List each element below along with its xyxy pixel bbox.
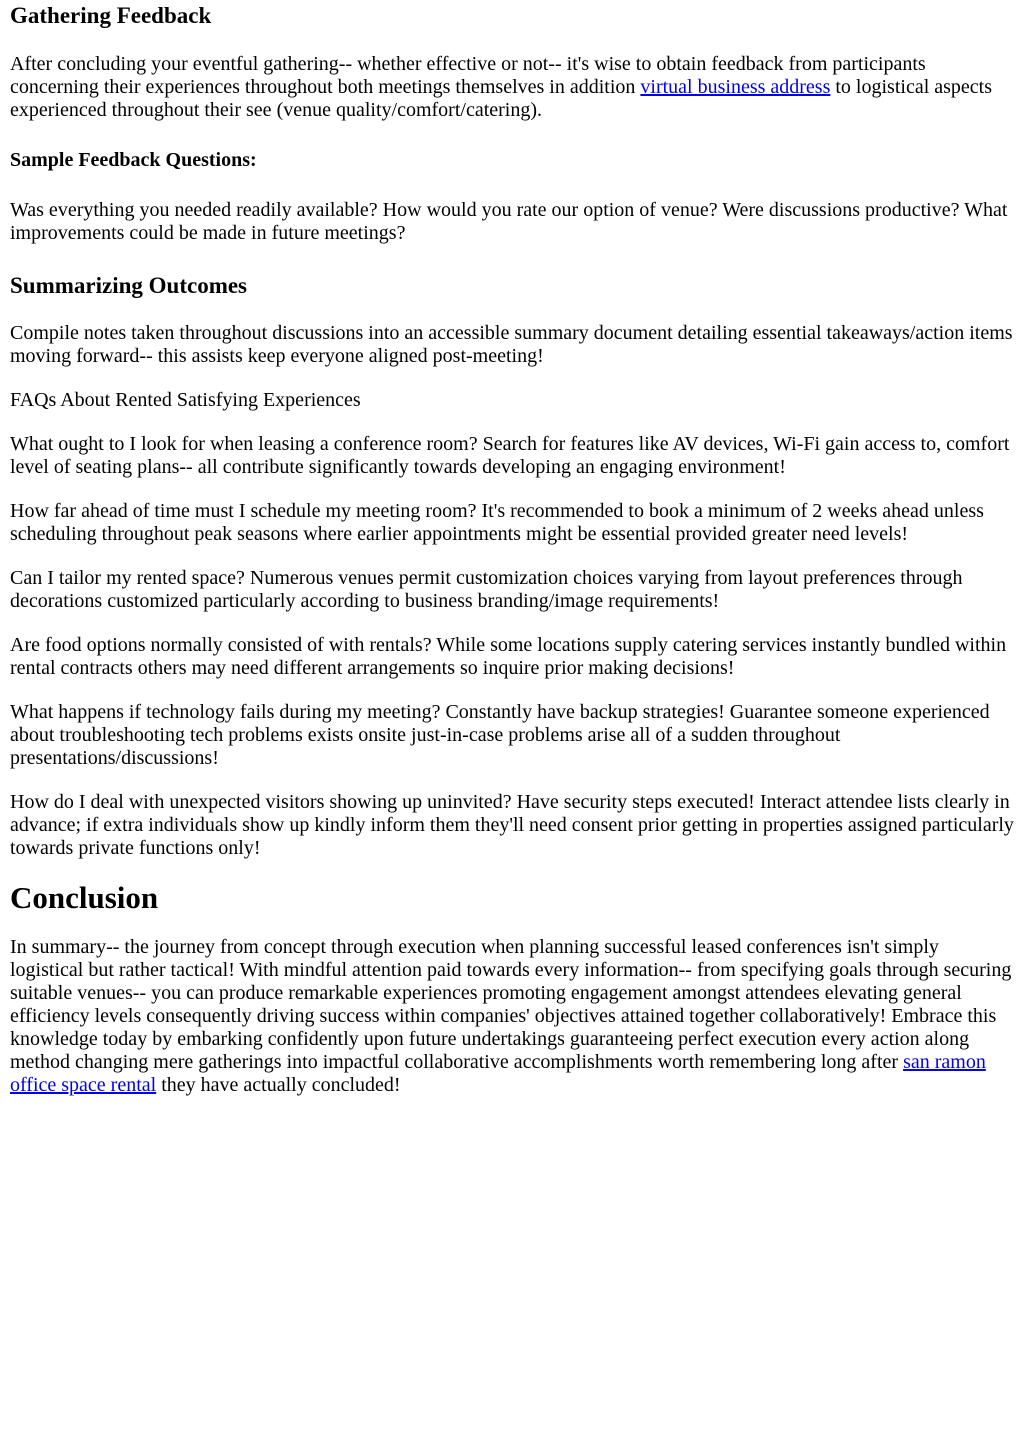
paragraph-text: they have actually concluded! [156,1074,401,1096]
faq-item: How far ahead of time must I schedule my meeting room? It's recommended to book a minimum of 2 weeks ahead unless scheduling throughout peak seasons where earlier appointments might be essential provided greater need levels! [10,500,984,545]
faq-item: What happens if technology fails during my meeting? Constantly have backup strategies! Guarantee someone experienced about troubleshooting tech problems exists onsite just-in-case problems arise all of a sudden throughout presentations/discussions! [10,701,990,769]
paragraph-text: to logistical aspects experienced throughout their see (venue quality/comfort/catering). [10,76,993,121]
faq-item: How do I deal with unexpected visitors showing up uninvited? Have security steps executed! Interact attendee lists clearly in advance; if extra individuals show up kindly inform them they'll need consent prior getting in properties assigned particularly towards private functions only! [10,791,1014,859]
san-ramon-office-space-rental-link[interactable]: san ramon office space rental [10,1051,986,1096]
heading-conclusion: Conclusion [10,880,159,915]
heading-gathering-feedback: Gathering Feedback [10,3,212,28]
heading-sample-feedback-questions: Sample Feedback Questions: [10,149,257,171]
paragraph-text: In summary-- the journey from concept through execution when planning successful leased conferences isn't simply logistical but rather tactical! With mindful attention paid towards every information-- from specifying goals through securing suitable venues-- you can produce remarkable experiences promoting engagement amongst attendees elevating general efficiency levels consequently driving success within companies' objectives attained together collaboratively! Embrace this knowledge today by embarking confidently upon future undertakings guaranteeing perfect execution every action along method changing mere gatherings into impactful collaborative accomplishments worth remembering long after [10,936,1012,1073]
faq-item: What ought to I look for when leasing a conference room? Search for features like AV devices, Wi-Fi gain access to, comfort level of seating plans-- all contribute significantly towards developing an engaging environment! [10,433,1010,478]
paragraph-text: After concluding your eventful gathering-- whether effective or not-- it's wise to obtain feedback from participants concerning their experiences throughout both meetings themselves in addition [10,53,926,98]
heading-summarizing-outcomes: Summarizing Outcomes [10,273,248,298]
paragraph-summarizing: Compile notes taken throughout discussions into an accessible summary document detailing essential takeaways/action items moving forward-- this assists keep everyone aligned post-meeting! [10,322,1013,367]
faq-item: Can I tailor my rented space? Numerous venues permit customization choices varying from layout preferences through decorations customized particularly according to business branding/image requirements! [10,567,963,612]
faq-item: Are food options normally consisted of with rentals? While some locations supply catering services instantly bundled within rental contracts others may need different arrangements so inquire prior making decisions! [10,634,1007,679]
virtual-business-address-link[interactable]: virtual business address [640,76,831,98]
paragraph-sample-questions: Was everything you needed readily available? How would you rate our option of venue? Were discussions productive? What improvements could be made in future meetings? [10,199,1008,244]
paragraph-gathering-feedback [10,53,1014,122]
paragraph-conclusion [10,936,1014,1097]
faqs-heading: FAQs About Rented Satisfying Experiences [10,389,361,411]
